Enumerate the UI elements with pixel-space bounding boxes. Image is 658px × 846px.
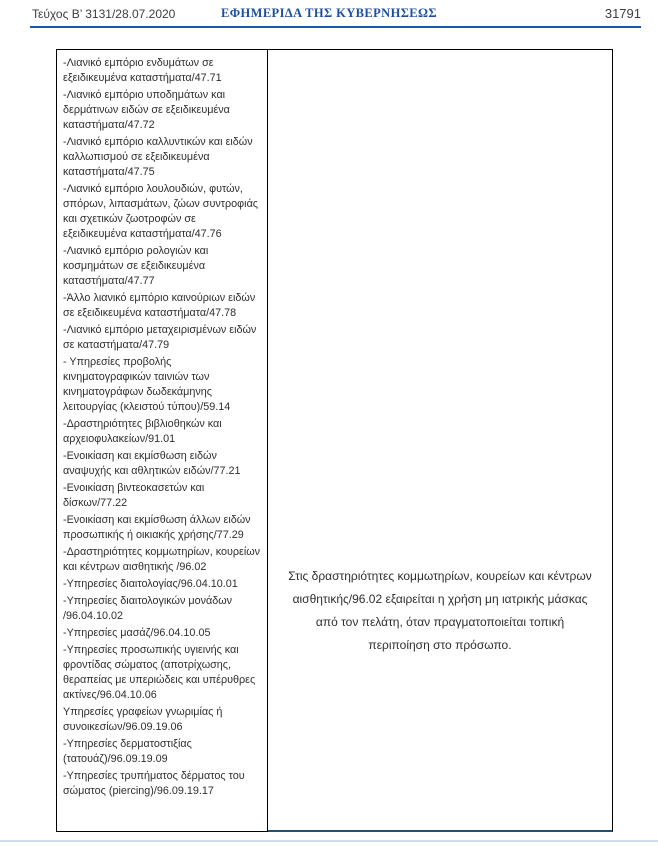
activities-list-cell <box>56 49 268 832</box>
note-cell <box>268 49 613 832</box>
activity-item: Υπηρεσίες γραφείων γνωριμίας ή συνοικεσίων/96.09.19.06 <box>63 706 223 733</box>
activity-item: -Υπηρεσίες μασάζ/96.04.10.05 <box>63 627 211 639</box>
activity-item: -Λιανικό εμπόριο υποδημάτων και δερμάτινων ειδών σε εξειδικευμένα καταστήματα/47.72 <box>63 89 230 131</box>
exception-note: Στις δραστηριότητες κομμωτηρίων, κουρείων και κέντρων αισθητικής/96.02 εξαιρείται η χρήση μη ιατρικής μάσκας από τον πελάτη, όταν πραγματοποιείται τοπική περιποίηση στο πρόσωπο. <box>288 569 592 652</box>
activity-item: -Υπηρεσίες προσωπικής υγιεινής και φροντίδας σώματος (αποτρίχωσης, θεραπείας με υπεριώδεις και υπέρυθρες ακτίνες/96.04.10.06 <box>63 644 256 701</box>
page-title: ΕΦΗΜΕΡΙΔΑ ΤΗΣ ΚΥΒΕΡΝΗΣΕΩΣ <box>221 6 437 20</box>
activity-item: - Υπηρεσίες προβολής κινηματογραφικών ταινιών των κινηματογράφων δωδεκάμηνης λειτουργίας (κλειστού τύπου)/59.14 <box>63 356 231 413</box>
activity-item: -Λιανικό εμπόριο λουλουδιών, φυτών, σπόρων, λιπασμάτων, ζώων συντροφιάς και σχετικών ζωοτροφών σε εξειδικευμένα καταστήματα/47.76 <box>63 183 259 240</box>
page-number: 31791 <box>604 6 641 21</box>
activity-item: -Δραστηριότητες κομμωτηρίων, κουρείων και κέντρων αισθητικής /96.02 <box>63 546 261 573</box>
activity-item: -Ενοικίαση βιντεοκασετών και δίσκων/77.22 <box>63 482 205 509</box>
page-bottom-divider <box>0 840 658 842</box>
header-divider <box>30 26 641 28</box>
activity-item: -Υπηρεσίες τρυπήματος δέρματος του σώματος (piercing)/96.09.19.17 <box>63 770 245 797</box>
activity-item: -Δραστηριότητες βιβλιοθηκών και αρχειοφυλακείων/91.01 <box>63 418 222 445</box>
activity-item: -Ενοικίαση και εκμίσθωση άλλων ειδών προσωπικής ή οικιακής χρήσης/77.29 <box>63 514 251 541</box>
content-table <box>56 49 613 832</box>
activity-item: -Άλλο λιανικό εμπόριο καινούριων ειδών σε εξειδικευμένα καταστήματα/47.78 <box>63 292 256 319</box>
activity-item: -Λιανικό εμπόριο ρολογιών και κοσμημάτων σε εξειδικευμένα καταστήματα/47.77 <box>63 245 209 287</box>
activity-item: -Υπηρεσίες δερματοστιξίας (τατουάζ)/96.09.19.09 <box>63 738 192 765</box>
issue-label: Τεύχος Β’ 3131/28.07.2020 <box>32 7 176 21</box>
activity-item: -Λιανικό εμπόριο καλλυντικών και ειδών καλλωπισμού σε εξειδικευμένα καταστήματα/47.75 <box>63 136 253 178</box>
activity-item: -Λιανικό εμπόριο μεταχειρισμένων ειδών σε καταστήματα/47.79 <box>63 324 257 351</box>
activity-item: -Υπηρεσίες διαιτολογικών μονάδων /96.04.10.02 <box>63 595 233 622</box>
activity-item: -Υπηρεσίες διαιτολογίας/96.04.10.01 <box>63 578 238 590</box>
activity-item: -Ενοικίαση και εκμίσθωση ειδών αναψυχής και αθλητικών ειδών/77.21 <box>63 450 241 477</box>
activity-item: -Λιανικό εμπόριο ενδυμάτων σε εξειδικευμένα καταστήματα/47.71 <box>63 57 222 84</box>
